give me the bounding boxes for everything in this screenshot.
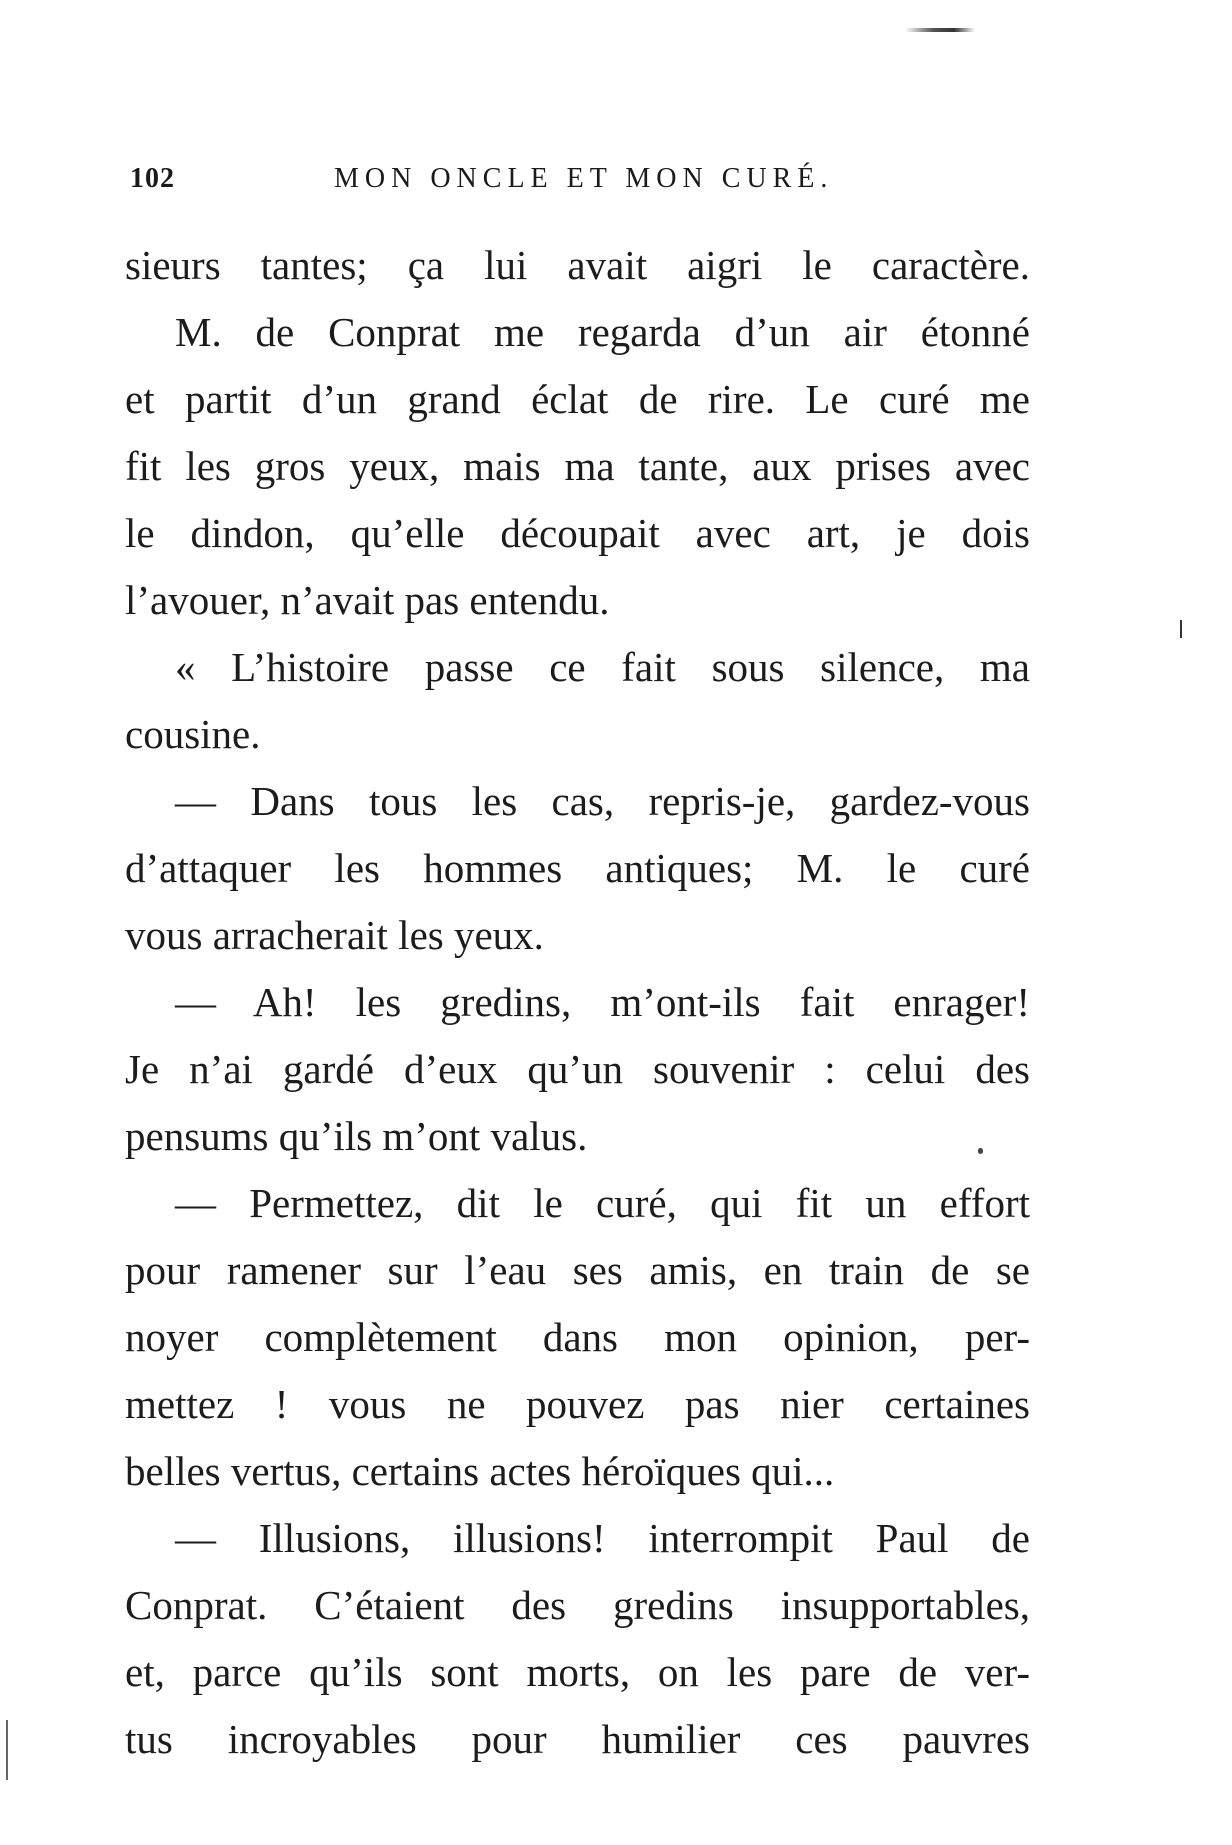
text-line: Je n’ai gardé d’eux qu’un souvenir : celui des: [125, 1046, 1030, 1092]
text-line: — Dans tous les cas, repris-je, gardez-vous: [175, 778, 1030, 824]
text-line: cousine.: [125, 711, 261, 757]
text-line: l’avouer, n’avait pas entendu.: [125, 577, 610, 623]
text-line: « L’histoire passe ce fait sous silence, ma: [175, 644, 1030, 690]
text-line: M. de Conprat me regarda d’un air étonné: [175, 309, 1030, 355]
page-number: 102: [130, 163, 175, 194]
margin-mark: [1180, 620, 1182, 638]
text-line: tus incroyables pour humilier ces pauvres: [125, 1716, 1030, 1762]
text-line: — Illusions, illusions! interrompit Paul de: [175, 1515, 1030, 1561]
body-text: [125, 232, 1030, 1773]
text-line: vous arracherait les yeux.: [125, 912, 544, 958]
text-line: mettez ! vous ne pouvez pas nier certaines: [125, 1381, 1030, 1427]
running-title: MON ONCLE ET MON CURÉ.: [334, 163, 834, 194]
text-line: et partit d’un grand éclat de rire. Le curé me: [125, 376, 1030, 422]
text-line: belles vertus, certains actes héroïques qui...: [125, 1448, 835, 1494]
text-line: noyer complètement dans mon opinion, per-: [125, 1314, 1030, 1360]
text-line: — Ah! les gredins, m’ont-ils fait enrager!: [175, 979, 1030, 1025]
text-line: et, parce qu’ils sont morts, on les pare de ver-: [125, 1649, 1030, 1695]
text-line: d’attaquer les hommes antiques; M. le curé: [125, 845, 1030, 891]
text-line: fit les gros yeux, mais ma tante, aux prises avec: [125, 443, 1030, 489]
text-line: sieurs tantes; ça lui avait aigri le caractère.: [125, 242, 1030, 288]
running-head: [130, 163, 1030, 203]
text-line: — Permettez, dit le curé, qui fit un effort: [175, 1180, 1030, 1226]
edge-mark: [6, 1720, 8, 1780]
text-line: pensums qu’ils m’ont valus.: [125, 1113, 588, 1159]
ink-smudge-mark: [905, 28, 975, 32]
text-line: pour ramener sur l’eau ses amis, en train de se: [125, 1247, 1030, 1293]
text-line: Conprat. C’étaient des gredins insupportables,: [125, 1582, 1030, 1628]
text-line: le dindon, qu’elle découpait avec art, je dois: [125, 510, 1030, 556]
